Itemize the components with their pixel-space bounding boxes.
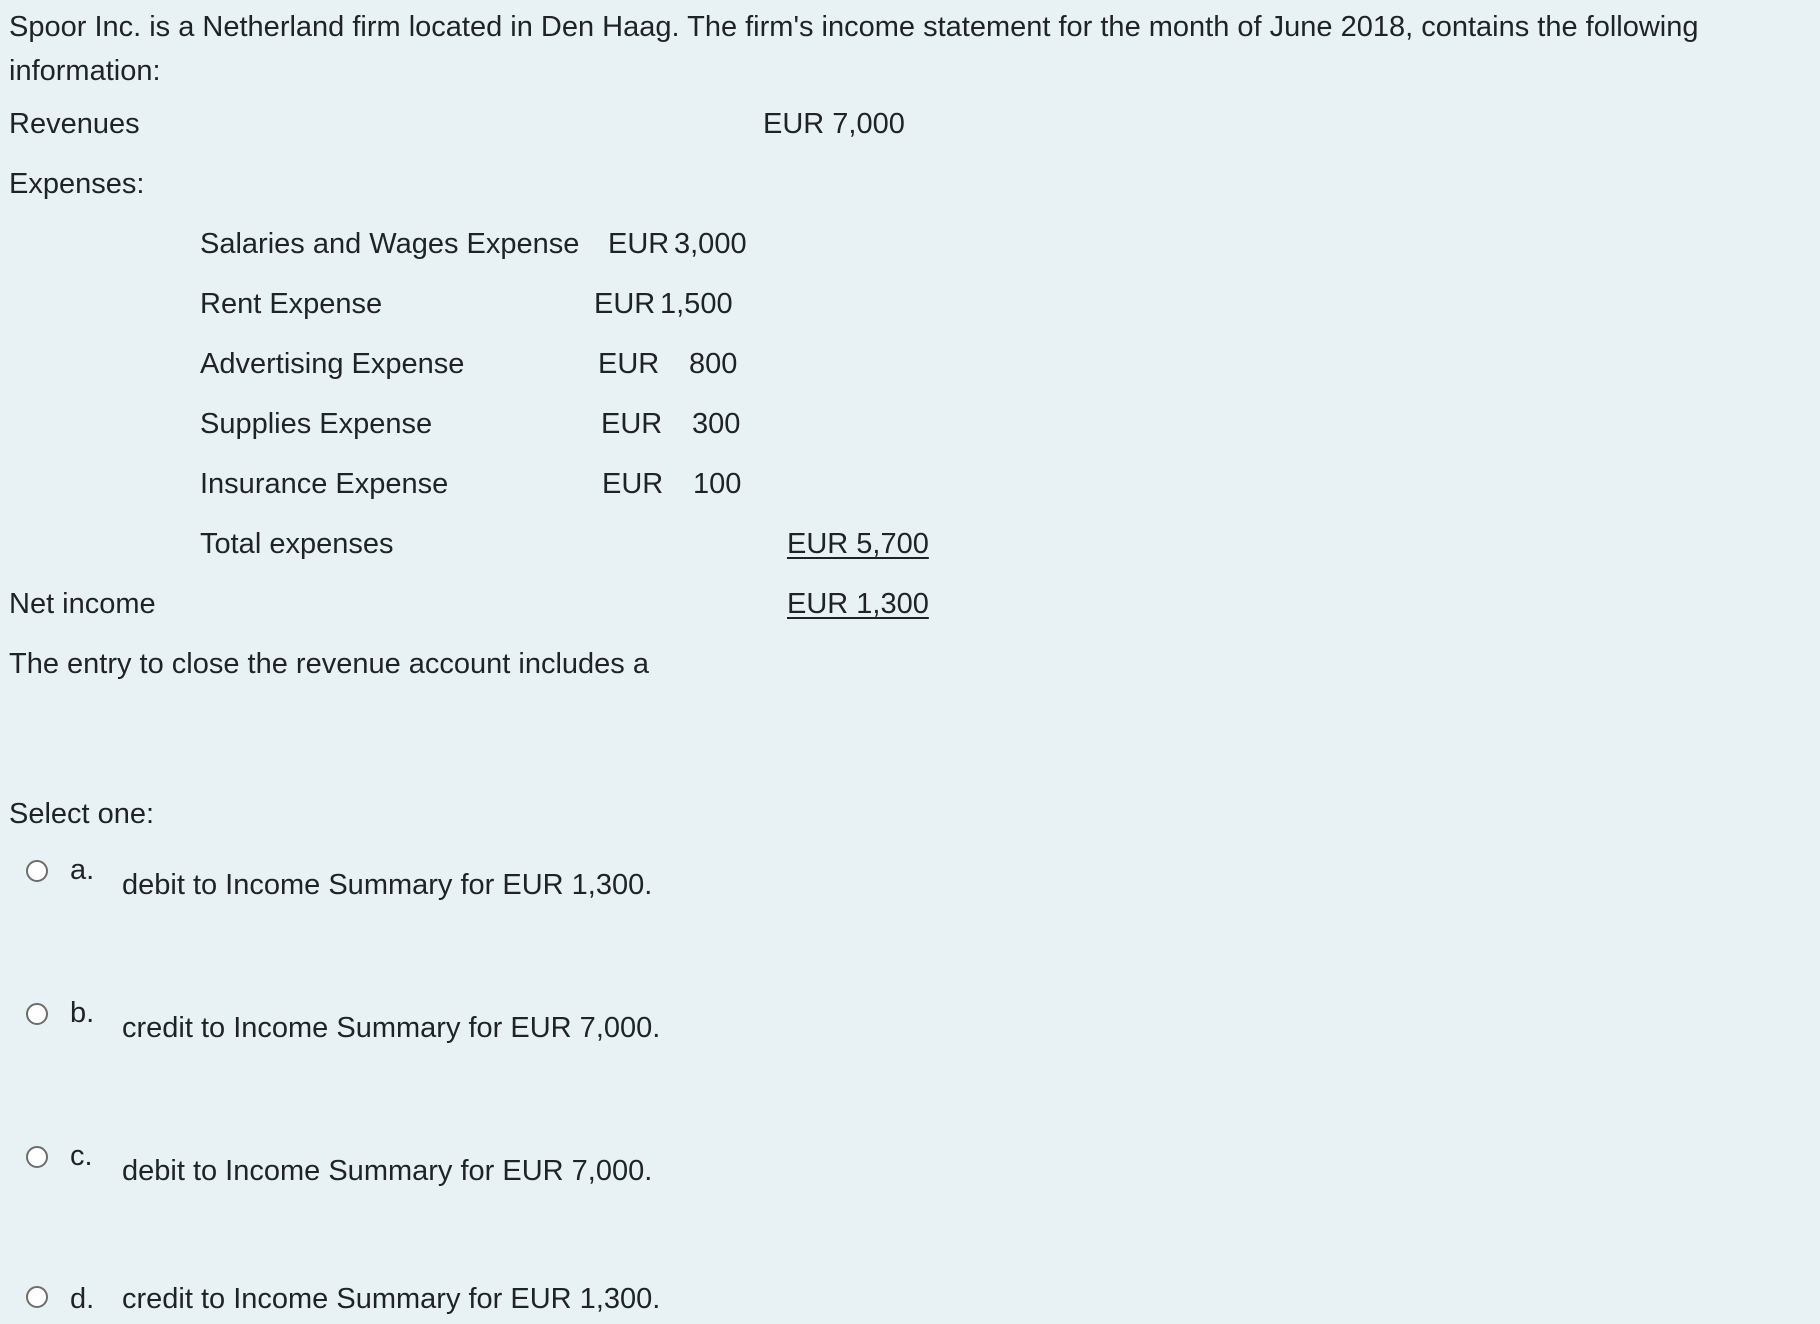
expense-amount: 300: [692, 408, 741, 440]
radio-button-b[interactable]: [26, 1003, 48, 1025]
question-text-intro: Spoor Inc. is a Netherland firm located in Den Haag. The firm's income statement for the month of June 2018, contains the following information:: [9, 11, 1699, 87]
answer-option-d[interactable]: [26, 1282, 1226, 1320]
expense-currency: EUR: [602, 468, 664, 500]
select-one-label: Select one:: [9, 798, 155, 830]
question-prompt: The entry to close the revenue account includes a: [9, 648, 649, 680]
expense-currency: EUR: [608, 228, 670, 260]
revenues-label: Revenues: [9, 108, 140, 140]
net-income-label: Net income: [9, 588, 156, 620]
option-text-c[interactable]: debit to Income Summary for EUR 7,000.: [122, 1155, 653, 1187]
expense-amount: 100: [693, 468, 742, 500]
expense-amount: 800: [689, 348, 738, 380]
option-letter-c: c.: [70, 1140, 93, 1172]
expense-label: Insurance Expense: [200, 468, 449, 500]
radio-button-a[interactable]: [26, 860, 48, 882]
radio-button-d[interactable]: [26, 1286, 48, 1308]
option-text-d[interactable]: credit to Income Summary for EUR 1,300.: [122, 1283, 661, 1315]
option-text-b[interactable]: credit to Income Summary for EUR 7,000.: [122, 1012, 661, 1044]
option-letter-d: d.: [70, 1283, 95, 1315]
expense-amount: 3,000: [674, 228, 747, 260]
expense-label: Salaries and Wages Expense: [200, 228, 580, 260]
answer-option-c[interactable]: [26, 1138, 1226, 1208]
expense-amount: 1,500: [660, 288, 733, 320]
option-letter-a: a.: [70, 854, 95, 886]
answer-option-a[interactable]: [26, 852, 1226, 922]
net-income-amount: EUR 1,300: [787, 588, 929, 620]
expense-label: Advertising Expense: [200, 348, 465, 380]
radio-button-c[interactable]: [26, 1146, 48, 1168]
expense-label: Supplies Expense: [200, 408, 433, 440]
expense-currency: EUR: [594, 288, 656, 320]
expense-currency: EUR: [598, 348, 660, 380]
total-expenses-label: Total expenses: [200, 528, 394, 560]
revenues-amount: EUR 7,000: [763, 108, 905, 140]
option-text-a[interactable]: debit to Income Summary for EUR 1,300.: [122, 869, 653, 901]
total-expenses-amount: EUR 5,700: [787, 528, 929, 560]
expense-label: Rent Expense: [200, 288, 383, 320]
expenses-label: Expenses:: [9, 168, 145, 200]
option-letter-b: b.: [70, 997, 95, 1029]
answer-option-b[interactable]: [26, 995, 1226, 1065]
expense-currency: EUR: [601, 408, 663, 440]
